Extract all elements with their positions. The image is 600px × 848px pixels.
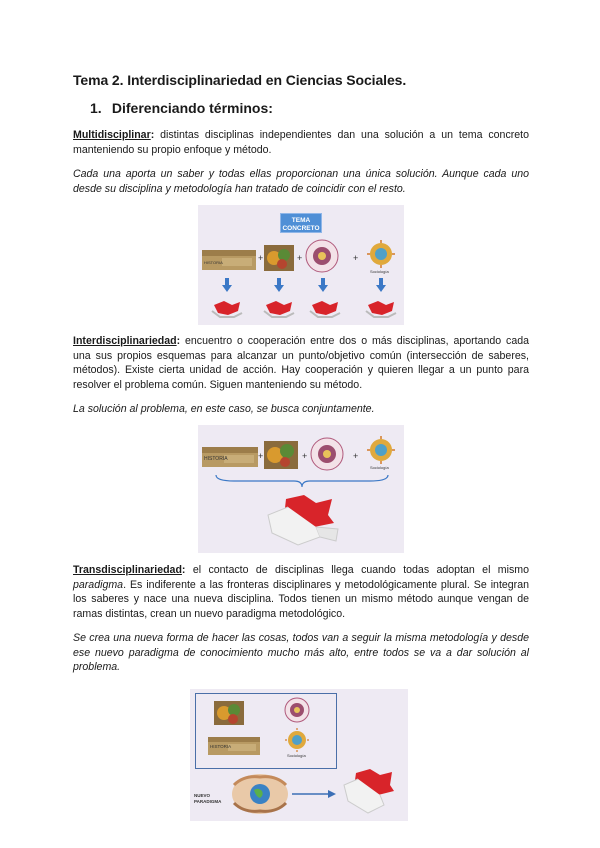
plus-sign: + (353, 451, 359, 461)
economia-tile (264, 441, 298, 469)
multidisciplinar-figure (198, 205, 404, 325)
section-number: 1. (90, 100, 102, 116)
union-brace (214, 473, 390, 489)
plus-sign: + (302, 451, 308, 461)
puzzle-solution-icon (258, 493, 344, 549)
tema-concreto-badge: TEMA CONCRETO (280, 213, 322, 233)
hands-globe-icon (230, 771, 290, 817)
transdisciplinariedad-paradigma: paradigma (73, 578, 124, 591)
interdisciplinariedad-text: encuentro o cooperación entre dos o más disciplinas, aportando cada una sus propios esquemas para alcanzar un punto/objetivo común (intersección de saberes, métodos). Existe cierta unidad de acción. Hay cooperación y quieren llegar a un punto para resolver el problema común. Siguen manteniendo su método. (73, 335, 529, 391)
puzzle-solution-icon (364, 297, 398, 319)
interdisciplinariedad-paragraph (73, 334, 529, 392)
sociologia-label: Sociología (370, 465, 389, 470)
term-colon: : (181, 564, 186, 576)
down-arrow (274, 278, 284, 292)
historia-label: HISTORIA (204, 260, 223, 265)
plus-sign: + (258, 253, 264, 263)
down-arrow (376, 278, 386, 292)
antropologia-tile (284, 697, 310, 723)
transdisciplinariedad-term: Transdisciplinariedad (73, 564, 182, 576)
puzzle-solution-icon (210, 297, 244, 319)
sociologia-label: Sociología (287, 753, 306, 758)
multidisciplinar-term: Multidisciplinar (73, 129, 151, 141)
plus-sign: + (297, 253, 303, 263)
section-heading (90, 100, 273, 116)
section-label: Diferenciando términos: (111, 100, 273, 116)
antropologia-tile (305, 239, 339, 273)
interdisciplinariedad-note: La solución al problema, en este caso, se busca conjuntamente. (73, 403, 375, 415)
plus-sign: + (353, 253, 359, 263)
plus-sign: + (258, 451, 264, 461)
sociologia-label: Sociología (370, 269, 389, 274)
transdisciplinariedad-paragraph (73, 563, 529, 621)
down-arrow (318, 278, 328, 292)
sociologia-tile (365, 239, 397, 273)
nuevo-paradigma-label: NUEVO PARADIGMA (194, 793, 222, 804)
down-arrow (222, 278, 232, 292)
economia-tile (214, 701, 244, 725)
puzzle-solution-icon (338, 767, 400, 817)
transdisciplinariedad-text-a: el contacto de disciplinas llega cuando todas adoptan el mismo (185, 564, 529, 576)
transdisciplinariedad-text-b: . Es indiferente a las fronteras disciplinares y metodológicamente plural. Se integran los saberes y nace una nueva disciplina. Todos tienen un mismo método aunque vengan de ramas distintas, crean un nuevo paradigma metodológico. (73, 578, 529, 620)
right-arrow-icon (292, 789, 336, 799)
transdisciplinariedad-note: Se crea una nueva forma de hacer las cosas, todos van a seguir la misma metodología y desde ese nuevo paradigma de conocimiento mucho más alto, entre todos se va a dar solución al problema. (73, 632, 529, 674)
term-colon: : (176, 335, 181, 347)
puzzle-solution-icon (262, 297, 296, 319)
transdisciplinariedad-figure (190, 689, 408, 821)
historia-label: HISTORIA (204, 456, 228, 462)
interdisciplinariedad-figure (198, 425, 404, 553)
historia-label: HISTORIA (210, 744, 232, 749)
antropologia-tile (310, 437, 344, 471)
multidisciplinar-text: distintas disciplinas independientes dan una solución a un tema concreto manteniendo su propio enfoque y método. (73, 129, 529, 156)
interdisciplinariedad-term: Interdisciplinariedad (73, 335, 177, 347)
economia-tile (264, 245, 294, 271)
multidisciplinar-note: Cada una aporta un saber y todas ellas proporcionan una única solución. Aunque cada uno desde su disciplina y metodología han tratado de coincidir con el resto. (73, 168, 529, 195)
term-colon: : (150, 129, 155, 141)
multidisciplinar-paragraph (73, 128, 529, 157)
puzzle-solution-icon (308, 297, 342, 319)
page-title: Tema 2. Interdisciplinariedad en Ciencias Sociales. (73, 72, 407, 88)
